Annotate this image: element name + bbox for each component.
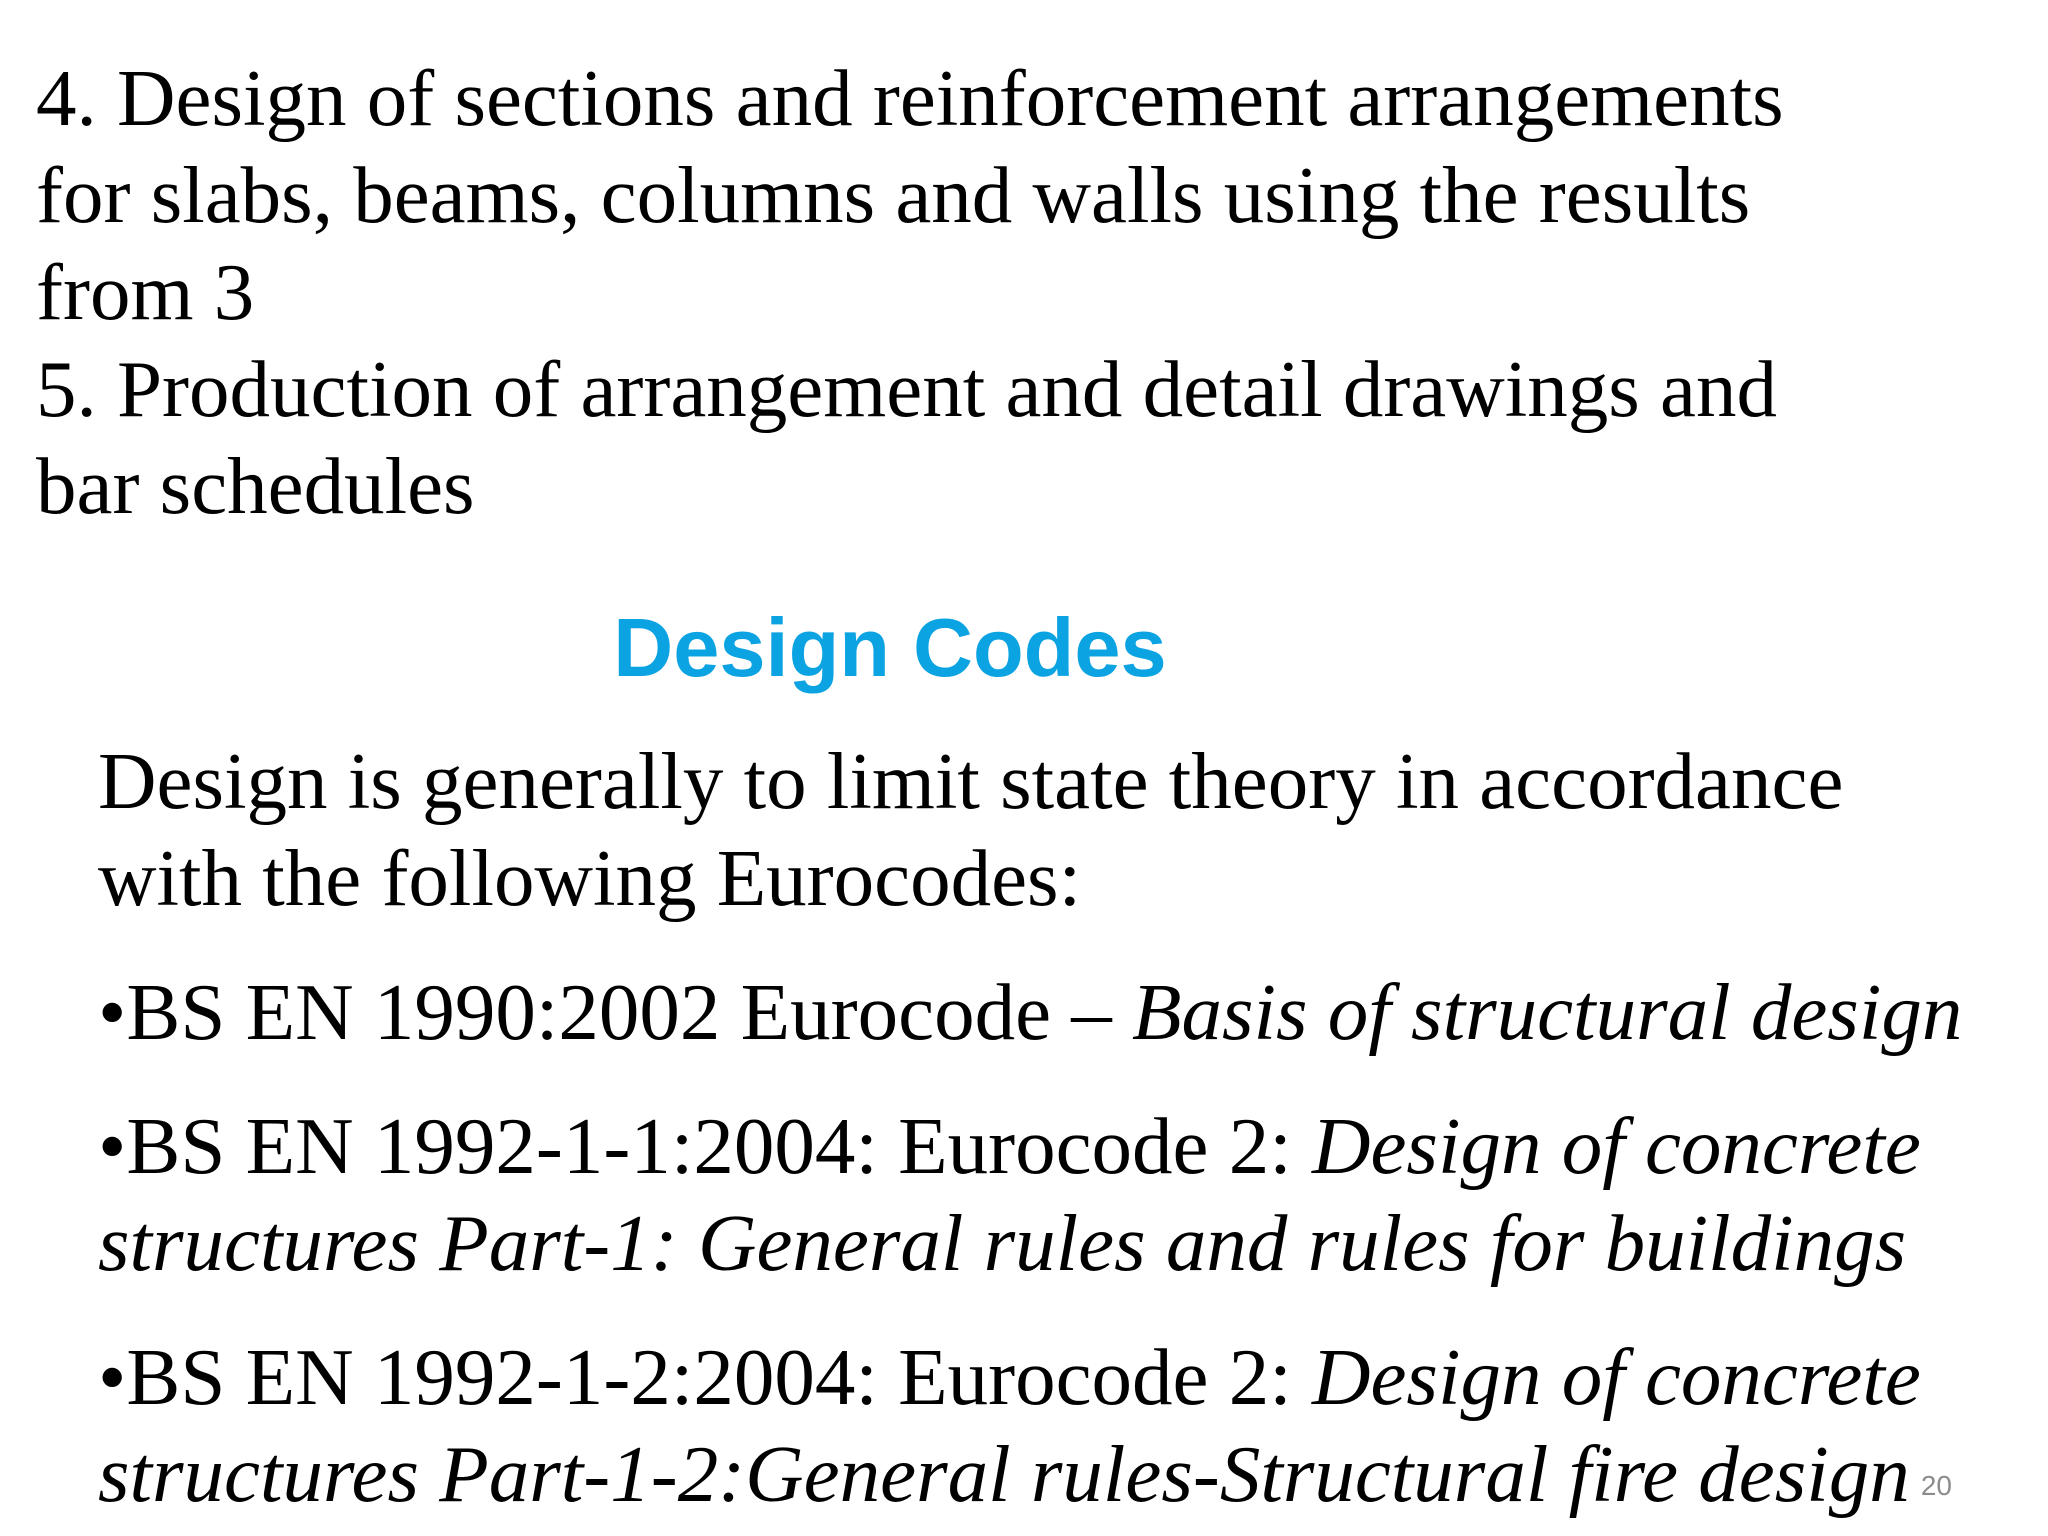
intro-line: for slabs, beams, columns and walls using the results (36, 150, 1751, 240)
design-codes-body (98, 733, 2028, 1523)
code-title-continued: structures Part-1: General rules and rules for buildings (98, 1198, 1907, 1288)
code-title: Basis of structural design (1132, 967, 1963, 1057)
bullet-icon: • (98, 1101, 127, 1191)
lead-line: with the following Eurocodes: (98, 833, 1082, 923)
intro-line: bar schedules (36, 441, 475, 531)
code-reference: BS EN 1992-1-2:2004: Eurocode 2: (126, 1332, 1312, 1422)
code-item (98, 1098, 2028, 1292)
page-number: 20 (1920, 1470, 1952, 1501)
code-reference: BS EN 1990:2002 Eurocode – (126, 967, 1133, 1057)
bullet-icon: • (98, 967, 127, 1057)
code-item (98, 964, 2028, 1061)
code-item (98, 1329, 2028, 1523)
code-title: Design of concrete (1311, 1332, 1921, 1422)
lead-paragraph (98, 733, 2028, 927)
intro-line: from 3 (36, 247, 255, 337)
lead-line: Design is generally to limit state theory in accordance (98, 736, 1844, 826)
section-heading: Design Codes (613, 601, 1167, 694)
code-title: Design of concrete (1311, 1101, 1921, 1191)
code-title-continued: structures Part-1-2:General rules-Structural fire design (98, 1429, 1910, 1519)
bullet-icon: • (98, 1332, 127, 1422)
intro-list (36, 50, 2026, 535)
intro-line: 5. Production of arrangement and detail drawings and (36, 344, 1777, 434)
intro-line: 4. Design of sections and reinforcement arrangements (36, 53, 1784, 143)
code-reference: BS EN 1992-1-1:2004: Eurocode 2: (126, 1101, 1312, 1191)
